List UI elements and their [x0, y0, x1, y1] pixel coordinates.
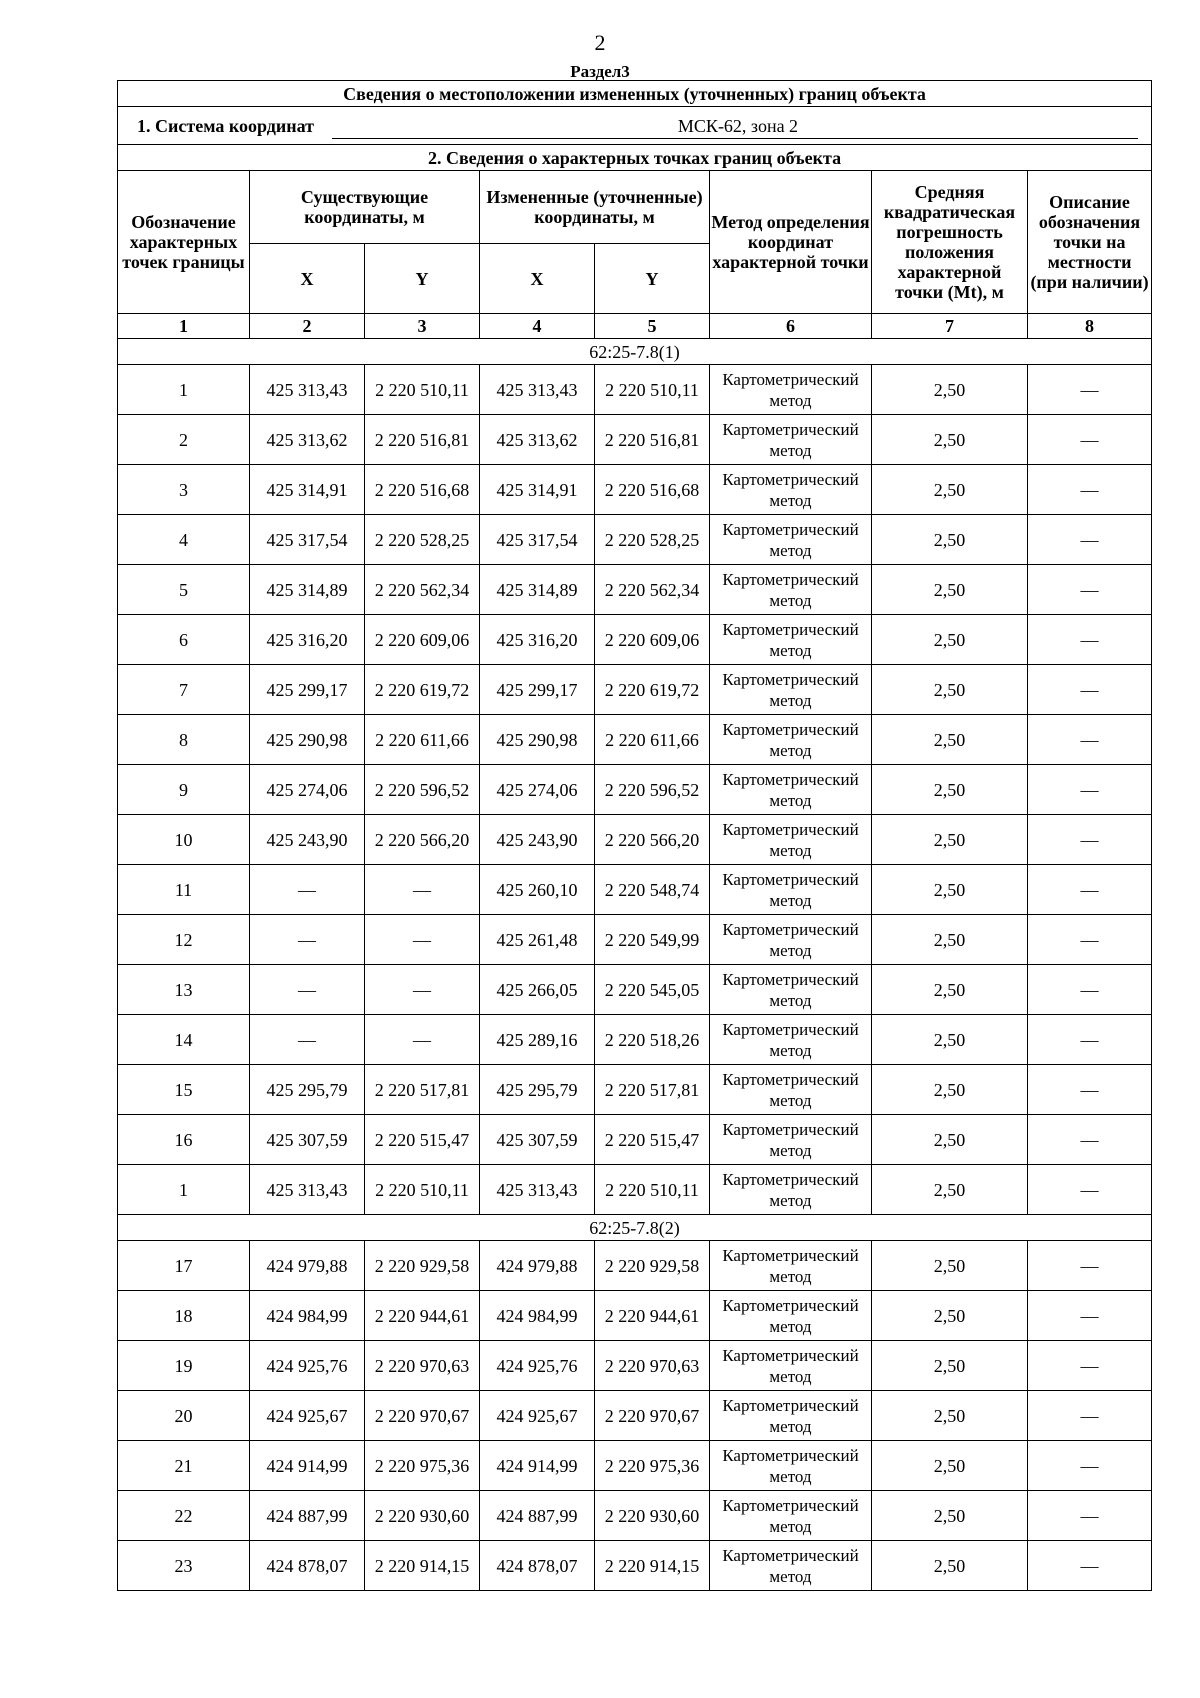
description-cell: —	[1028, 1115, 1152, 1165]
method-cell: Картометрический метод	[710, 415, 872, 465]
method-cell: Картометрический метод	[710, 1541, 872, 1591]
column-number: 3	[365, 314, 480, 339]
existing-x-cell: 424 925,76	[250, 1341, 365, 1391]
method-cell: Картометрический метод	[710, 765, 872, 815]
group-header-row	[118, 1215, 1152, 1241]
description-cell: —	[1028, 515, 1152, 565]
description-cell: —	[1028, 1341, 1152, 1391]
method-cell: Картометрический метод	[710, 1391, 872, 1441]
changed-x-cell: 425 261,48	[480, 915, 595, 965]
existing-y-cell: 2 220 517,81	[365, 1065, 480, 1115]
existing-x-cell: —	[250, 865, 365, 915]
description-cell: —	[1028, 1241, 1152, 1291]
existing-y-cell: 2 220 566,20	[365, 815, 480, 865]
mean-error-cell: 2,50	[872, 1065, 1028, 1115]
existing-y-cell: 2 220 929,58	[365, 1241, 480, 1291]
changed-x-cell: 424 887,99	[480, 1491, 595, 1541]
column-number: 5	[595, 314, 710, 339]
existing-y-cell: 2 220 930,60	[365, 1491, 480, 1541]
mean-error-cell: 2,50	[872, 865, 1028, 915]
method-cell: Картометрический метод	[710, 815, 872, 865]
point-number-cell: 4	[118, 515, 250, 565]
mean-error-cell: 2,50	[872, 565, 1028, 615]
description-cell: —	[1028, 1165, 1152, 1215]
point-number-cell: 12	[118, 915, 250, 965]
method-cell: Картометрический метод	[710, 615, 872, 665]
changed-y-cell: 2 220 596,52	[595, 765, 710, 815]
table-row	[118, 1015, 1152, 1065]
changed-y-cell: 2 220 944,61	[595, 1291, 710, 1341]
existing-x-cell: 425 316,20	[250, 615, 365, 665]
description-cell: —	[1028, 665, 1152, 715]
changed-y-cell: 2 220 510,11	[595, 1165, 710, 1215]
existing-x-cell: 424 878,07	[250, 1541, 365, 1591]
header-mean-error: Средняя квадратическая погрешность положения характерной точки (Mt), м	[872, 171, 1028, 314]
mean-error-cell: 2,50	[872, 715, 1028, 765]
changed-x-cell: 424 925,76	[480, 1341, 595, 1391]
table-row	[118, 965, 1152, 1015]
changed-y-cell: 2 220 528,25	[595, 515, 710, 565]
existing-y-cell: 2 220 510,11	[365, 1165, 480, 1215]
changed-y-cell: 2 220 517,81	[595, 1065, 710, 1115]
method-cell: Картометрический метод	[710, 365, 872, 415]
changed-y-cell: 2 220 970,67	[595, 1391, 710, 1441]
changed-y-cell: 2 220 515,47	[595, 1115, 710, 1165]
method-cell: Картометрический метод	[710, 465, 872, 515]
changed-x-cell: 425 314,91	[480, 465, 595, 515]
table-row	[118, 365, 1152, 415]
mean-error-cell: 2,50	[872, 1165, 1028, 1215]
table-row	[118, 1291, 1152, 1341]
changed-y-cell: 2 220 518,26	[595, 1015, 710, 1065]
method-cell: Картометрический метод	[710, 1015, 872, 1065]
changed-x-cell: 425 289,16	[480, 1015, 595, 1065]
existing-x-cell: 424 914,99	[250, 1441, 365, 1491]
existing-x-cell: —	[250, 915, 365, 965]
method-cell: Картометрический метод	[710, 1065, 872, 1115]
table-row	[118, 565, 1152, 615]
existing-y-cell: 2 220 515,47	[365, 1115, 480, 1165]
changed-x-cell: 425 290,98	[480, 715, 595, 765]
existing-y-cell: 2 220 970,67	[365, 1391, 480, 1441]
description-cell: —	[1028, 915, 1152, 965]
existing-y-cell: 2 220 528,25	[365, 515, 480, 565]
existing-x-cell: 425 313,62	[250, 415, 365, 465]
existing-x-cell: 425 313,43	[250, 365, 365, 415]
mean-error-cell: 2,50	[872, 665, 1028, 715]
coord-system-row	[118, 107, 1152, 145]
description-cell: —	[1028, 965, 1152, 1015]
point-number-cell: 5	[118, 565, 250, 615]
mean-error-cell: 2,50	[872, 365, 1028, 415]
header-existing-coords: Существующие координаты, м	[250, 171, 480, 244]
table-row	[118, 815, 1152, 865]
table-row	[118, 465, 1152, 515]
column-number: 6	[710, 314, 872, 339]
mean-error-cell: 2,50	[872, 1341, 1028, 1391]
changed-y-cell: 2 220 930,60	[595, 1491, 710, 1541]
changed-x-cell: 425 313,43	[480, 365, 595, 415]
existing-y-cell: —	[365, 865, 480, 915]
point-number-cell: 21	[118, 1441, 250, 1491]
description-cell: —	[1028, 715, 1152, 765]
existing-y-cell: 2 220 611,66	[365, 715, 480, 765]
existing-x-cell: 425 314,91	[250, 465, 365, 515]
table-row	[118, 715, 1152, 765]
header-description: Описание обозначения точки на местности (при наличии)	[1028, 171, 1152, 314]
changed-x-cell: 424 984,99	[480, 1291, 595, 1341]
point-number-cell: 19	[118, 1341, 250, 1391]
point-number-cell: 15	[118, 1065, 250, 1115]
table-row	[118, 1541, 1152, 1591]
mean-error-cell: 2,50	[872, 965, 1028, 1015]
group-header-row	[118, 339, 1152, 365]
changed-x-cell: 425 260,10	[480, 865, 595, 915]
point-number-cell: 13	[118, 965, 250, 1015]
method-cell: Картометрический метод	[710, 715, 872, 765]
description-cell: —	[1028, 1065, 1152, 1115]
point-number-cell: 2	[118, 415, 250, 465]
changed-x-cell: 424 878,07	[480, 1541, 595, 1591]
existing-x-cell: 424 984,99	[250, 1291, 365, 1341]
description-cell: —	[1028, 1541, 1152, 1591]
existing-x-cell: 425 313,43	[250, 1165, 365, 1215]
changed-y-cell: 2 220 970,63	[595, 1341, 710, 1391]
changed-x-cell: 425 307,59	[480, 1115, 595, 1165]
point-number-cell: 23	[118, 1541, 250, 1591]
page-number: 2	[594, 30, 606, 55]
changed-x-cell: 425 266,05	[480, 965, 595, 1015]
existing-x-cell: 425 243,90	[250, 815, 365, 865]
existing-x-cell: 425 295,79	[250, 1065, 365, 1115]
method-cell: Картометрический метод	[710, 965, 872, 1015]
mean-error-cell: 2,50	[872, 1391, 1028, 1441]
mean-error-cell: 2,50	[872, 765, 1028, 815]
existing-x-cell: 425 274,06	[250, 765, 365, 815]
table-row	[118, 515, 1152, 565]
existing-y-cell: 2 220 944,61	[365, 1291, 480, 1341]
existing-x-cell: —	[250, 1015, 365, 1065]
description-cell: —	[1028, 415, 1152, 465]
parcel-designation: 62:25-7.8(2)	[118, 1215, 1152, 1241]
description-cell: —	[1028, 1291, 1152, 1341]
mean-error-cell: 2,50	[872, 1541, 1028, 1591]
table-row	[118, 1165, 1152, 1215]
changed-y-cell: 2 220 609,06	[595, 615, 710, 665]
description-cell: —	[1028, 615, 1152, 665]
point-number-cell: 10	[118, 815, 250, 865]
existing-x-cell: 425 307,59	[250, 1115, 365, 1165]
mean-error-cell: 2,50	[872, 415, 1028, 465]
method-cell: Картометрический метод	[710, 1115, 872, 1165]
method-cell: Картометрический метод	[710, 1341, 872, 1391]
changed-x-cell: 425 299,17	[480, 665, 595, 715]
changed-x-cell: 425 314,89	[480, 565, 595, 615]
existing-y-cell: 2 220 970,63	[365, 1341, 480, 1391]
header-method: Метод определения координат характерной точки	[710, 171, 872, 314]
method-cell: Картометрический метод	[710, 665, 872, 715]
table-row	[118, 665, 1152, 715]
table-row	[118, 865, 1152, 915]
point-number-cell: 1	[118, 365, 250, 415]
existing-y-cell: 2 220 516,68	[365, 465, 480, 515]
column-number: 1	[118, 314, 250, 339]
header-y-changed: Y	[595, 244, 710, 314]
existing-y-cell: —	[365, 915, 480, 965]
point-number-cell: 11	[118, 865, 250, 915]
mean-error-cell: 2,50	[872, 1241, 1028, 1291]
existing-y-cell: 2 220 975,36	[365, 1441, 480, 1491]
existing-y-cell: —	[365, 1015, 480, 1065]
method-cell: Картометрический метод	[710, 1491, 872, 1541]
point-number-cell: 3	[118, 465, 250, 515]
existing-y-cell: 2 220 596,52	[365, 765, 480, 815]
mean-error-cell: 2,50	[872, 465, 1028, 515]
table-row	[118, 1065, 1152, 1115]
table-row	[118, 615, 1152, 665]
column-number: 4	[480, 314, 595, 339]
point-number-cell: 14	[118, 1015, 250, 1065]
existing-x-cell: 424 887,99	[250, 1491, 365, 1541]
existing-y-cell: 2 220 619,72	[365, 665, 480, 715]
mean-error-cell: 2,50	[872, 1491, 1028, 1541]
changed-y-cell: 2 220 549,99	[595, 915, 710, 965]
changed-x-cell: 425 313,62	[480, 415, 595, 465]
existing-x-cell: 424 925,67	[250, 1391, 365, 1441]
changed-y-cell: 2 220 914,15	[595, 1541, 710, 1591]
changed-x-cell: 425 274,06	[480, 765, 595, 815]
existing-x-cell: —	[250, 965, 365, 1015]
header-x-existing: X	[250, 244, 365, 314]
mean-error-cell: 2,50	[872, 1115, 1028, 1165]
table-row	[118, 915, 1152, 965]
point-number-cell: 7	[118, 665, 250, 715]
changed-x-cell: 425 313,43	[480, 1165, 595, 1215]
point-number-cell: 20	[118, 1391, 250, 1441]
table-row	[118, 1491, 1152, 1541]
changed-y-cell: 2 220 516,68	[595, 465, 710, 515]
existing-x-cell: 424 979,88	[250, 1241, 365, 1291]
method-cell: Картометрический метод	[710, 515, 872, 565]
point-number-cell: 18	[118, 1291, 250, 1341]
header-changed-coords: Измененные (уточненные) координаты, м	[480, 171, 710, 244]
existing-x-cell: 425 299,17	[250, 665, 365, 715]
description-cell: —	[1028, 1441, 1152, 1491]
existing-y-cell: 2 220 516,81	[365, 415, 480, 465]
description-cell: —	[1028, 1391, 1152, 1441]
changed-x-cell: 425 295,79	[480, 1065, 595, 1115]
changed-y-cell: 2 220 619,72	[595, 665, 710, 715]
section-title: Раздел3	[570, 62, 630, 81]
changed-y-cell: 2 220 548,74	[595, 865, 710, 915]
changed-x-cell: 425 243,90	[480, 815, 595, 865]
changed-y-cell: 2 220 975,36	[595, 1441, 710, 1491]
coord-system-label: 1. Система координат	[137, 116, 314, 136]
method-cell: Картометрический метод	[710, 865, 872, 915]
existing-y-cell: 2 220 562,34	[365, 565, 480, 615]
mean-error-cell: 2,50	[872, 1291, 1028, 1341]
method-cell: Картометрический метод	[710, 565, 872, 615]
point-number-cell: 16	[118, 1115, 250, 1165]
method-cell: Картометрический метод	[710, 1165, 872, 1215]
description-cell: —	[1028, 815, 1152, 865]
boundary-points-table	[117, 80, 1152, 1591]
table-row	[118, 415, 1152, 465]
existing-x-cell: 425 317,54	[250, 515, 365, 565]
method-cell: Картометрический метод	[710, 1441, 872, 1491]
method-cell: Картометрический метод	[710, 915, 872, 965]
changed-y-cell: 2 220 510,11	[595, 365, 710, 415]
mean-error-cell: 2,50	[872, 615, 1028, 665]
points-title: 2. Сведения о характерных точках границ объекта	[118, 145, 1152, 171]
description-cell: —	[1028, 1015, 1152, 1065]
point-number-cell: 22	[118, 1491, 250, 1541]
existing-x-cell: 425 290,98	[250, 715, 365, 765]
method-cell: Картометрический метод	[710, 1291, 872, 1341]
mean-error-cell: 2,50	[872, 815, 1028, 865]
changed-x-cell: 424 925,67	[480, 1391, 595, 1441]
column-numbers-row	[118, 314, 1152, 339]
description-cell: —	[1028, 865, 1152, 915]
header-point-designation: Обозначение характерных точек границы	[118, 171, 250, 314]
changed-y-cell: 2 220 566,20	[595, 815, 710, 865]
point-number-cell: 17	[118, 1241, 250, 1291]
point-number-cell: 8	[118, 715, 250, 765]
header-x-changed: X	[480, 244, 595, 314]
changed-y-cell: 2 220 929,58	[595, 1241, 710, 1291]
changed-y-cell: 2 220 611,66	[595, 715, 710, 765]
existing-y-cell: 2 220 609,06	[365, 615, 480, 665]
table-row	[118, 1115, 1152, 1165]
changed-y-cell: 2 220 545,05	[595, 965, 710, 1015]
coord-system-value: МСК-62, зона 2	[332, 112, 1138, 139]
mean-error-cell: 2,50	[872, 515, 1028, 565]
column-number: 2	[250, 314, 365, 339]
mean-error-cell: 2,50	[872, 915, 1028, 965]
parcel-designation: 62:25-7.8(1)	[118, 339, 1152, 365]
changed-x-cell: 425 316,20	[480, 615, 595, 665]
mean-error-cell: 2,50	[872, 1441, 1028, 1491]
table-row	[118, 1441, 1152, 1491]
existing-y-cell: —	[365, 965, 480, 1015]
table-title: Сведения о местоположении измененных (уточненных) границ объекта	[118, 81, 1152, 107]
existing-y-cell: 2 220 914,15	[365, 1541, 480, 1591]
description-cell: —	[1028, 765, 1152, 815]
point-number-cell: 6	[118, 615, 250, 665]
table-row	[118, 1391, 1152, 1441]
changed-x-cell: 425 317,54	[480, 515, 595, 565]
description-cell: —	[1028, 465, 1152, 515]
changed-y-cell: 2 220 516,81	[595, 415, 710, 465]
method-cell: Картометрический метод	[710, 1241, 872, 1291]
column-number: 7	[872, 314, 1028, 339]
changed-x-cell: 424 914,99	[480, 1441, 595, 1491]
existing-y-cell: 2 220 510,11	[365, 365, 480, 415]
header-y-existing: Y	[365, 244, 480, 314]
point-number-cell: 9	[118, 765, 250, 815]
table-row	[118, 1241, 1152, 1291]
table-row	[118, 765, 1152, 815]
description-cell: —	[1028, 365, 1152, 415]
changed-x-cell: 424 979,88	[480, 1241, 595, 1291]
description-cell: —	[1028, 1491, 1152, 1541]
column-number: 8	[1028, 314, 1152, 339]
table-row	[118, 1341, 1152, 1391]
changed-y-cell: 2 220 562,34	[595, 565, 710, 615]
description-cell: —	[1028, 565, 1152, 615]
existing-x-cell: 425 314,89	[250, 565, 365, 615]
point-number-cell: 1	[118, 1165, 250, 1215]
mean-error-cell: 2,50	[872, 1015, 1028, 1065]
